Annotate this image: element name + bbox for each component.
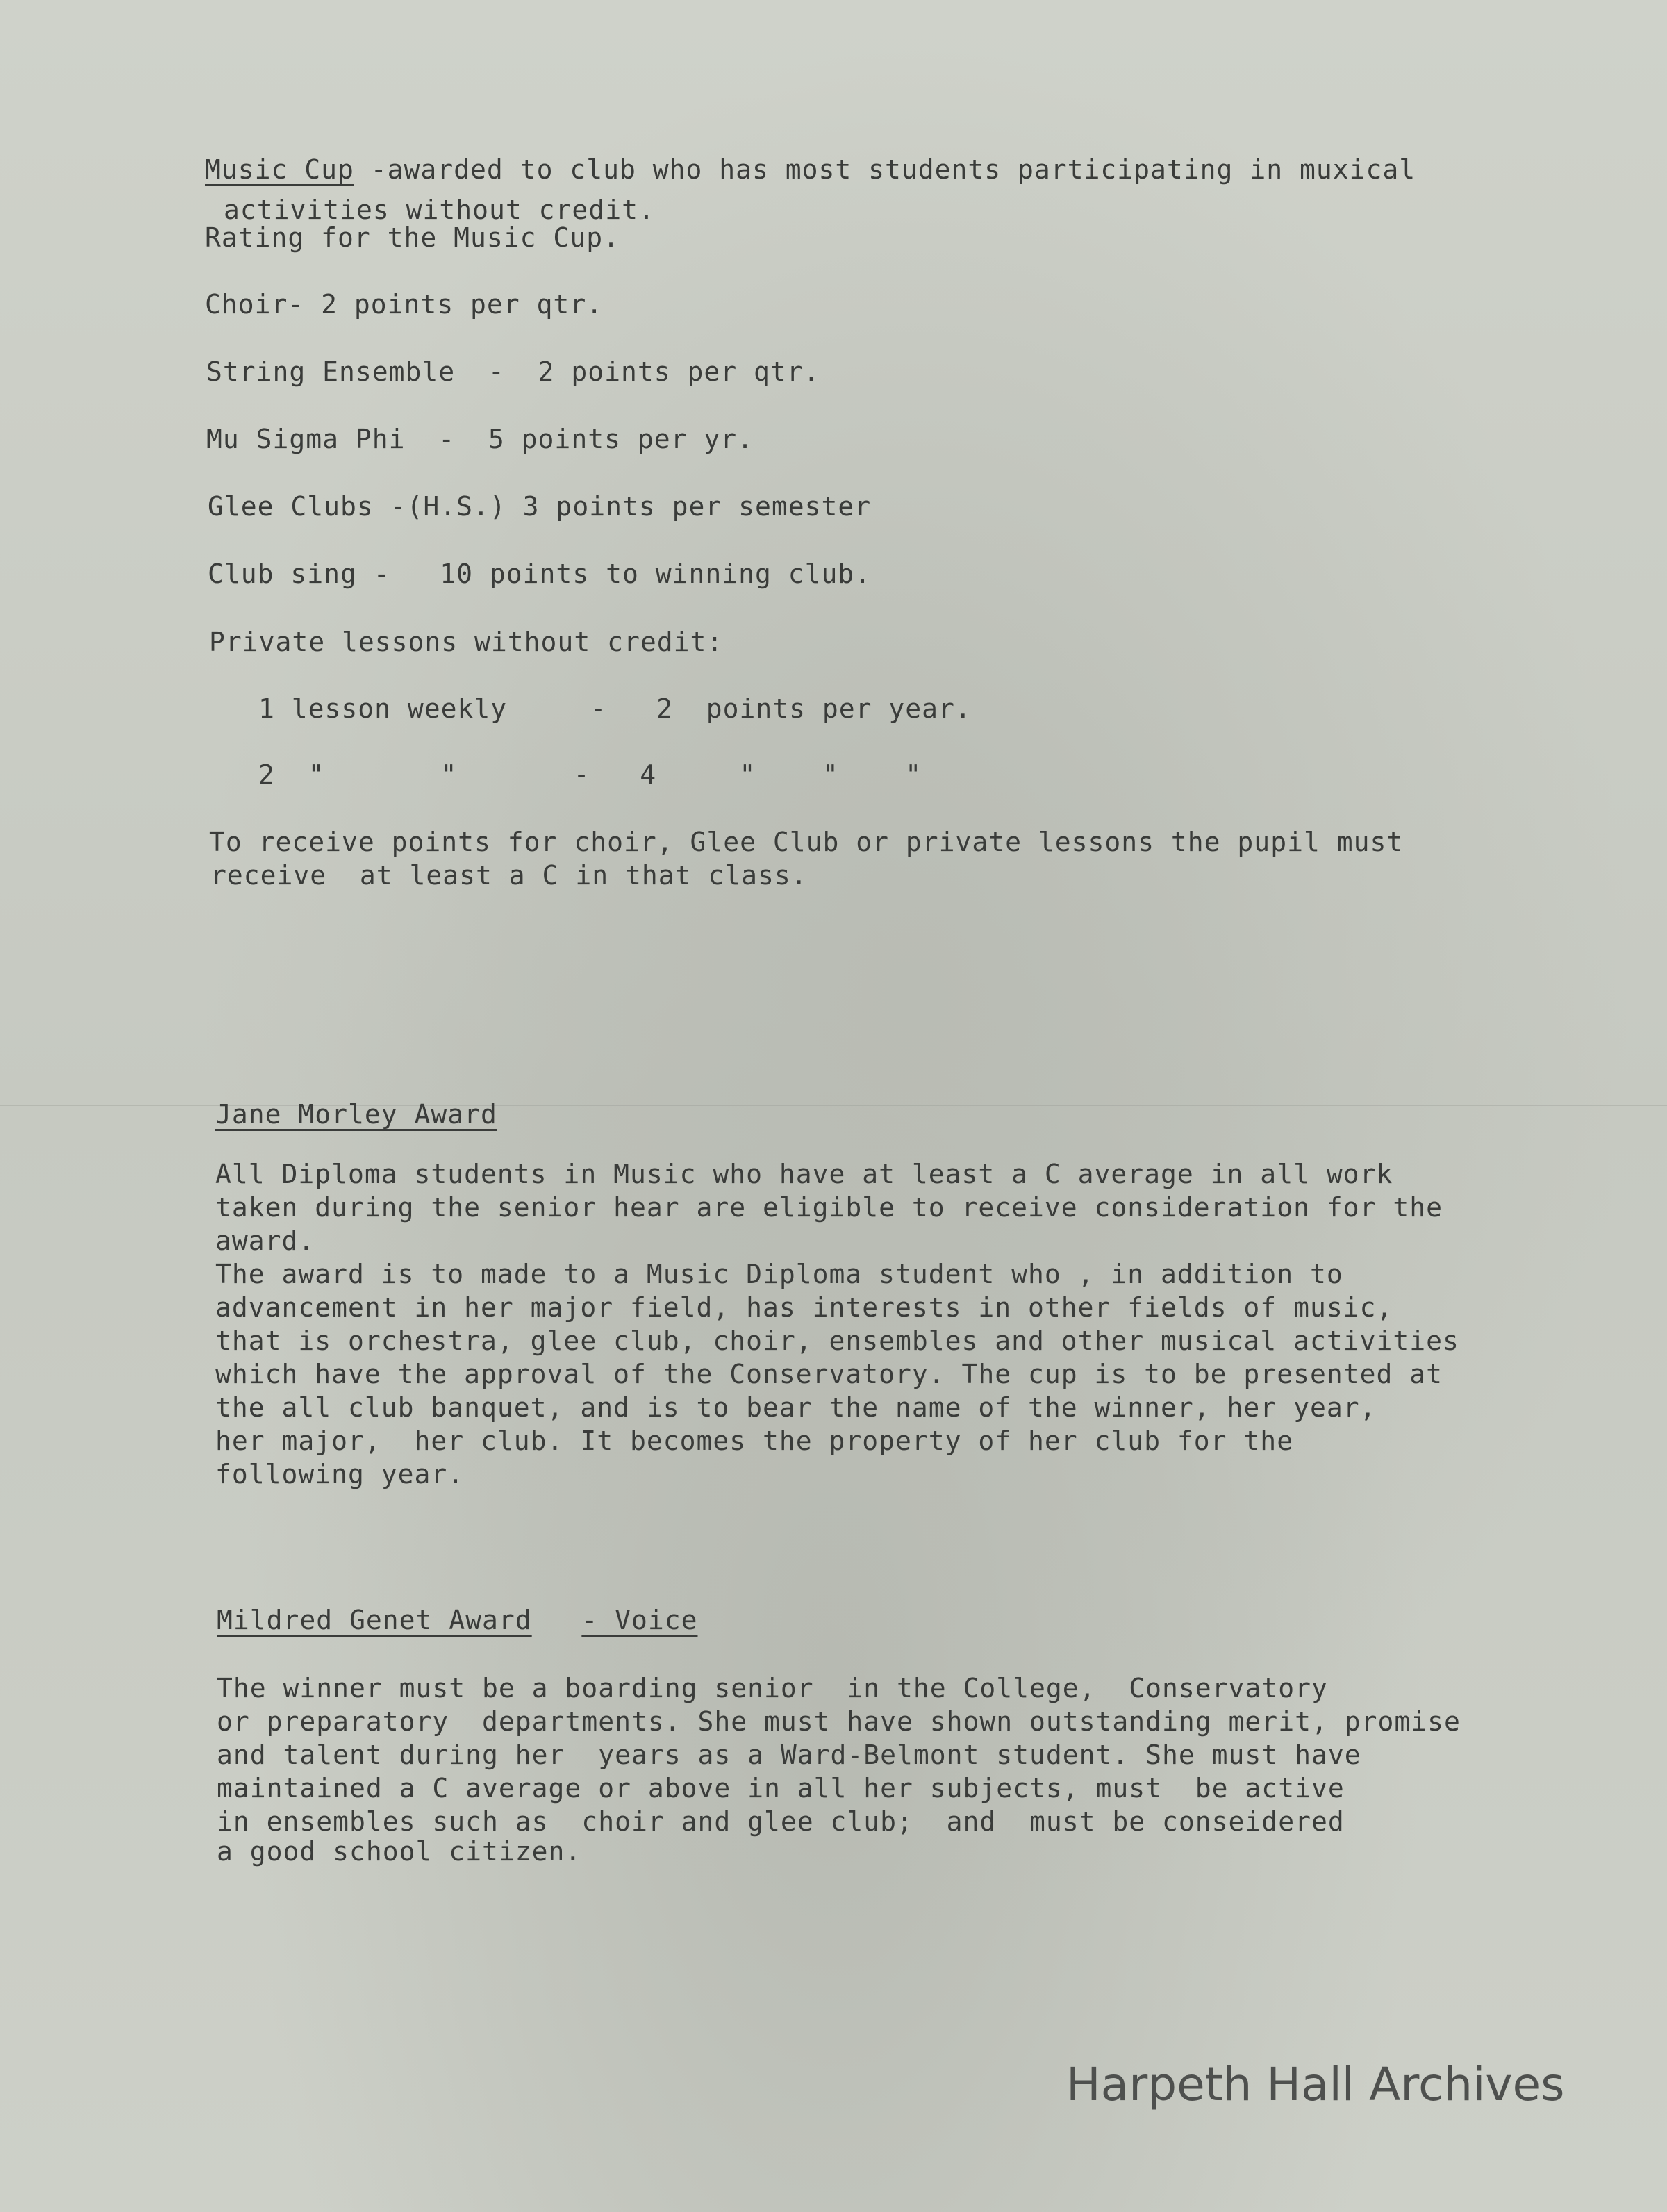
archive-watermark: Harpeth Hall Archives — [1066, 2058, 1565, 2111]
mildred-genet-title: Mildred Genet Award — [217, 1605, 532, 1635]
music-cup-title: Music Cup — [205, 154, 354, 185]
music-cup-item: Choir- 2 points per qtr. — [205, 289, 604, 320]
music-cup-header-line — [205, 154, 1416, 185]
jane-morley-line: taken during the senior hear are eligible to receive consideration for the — [215, 1192, 1443, 1223]
music-cup-item: Mu Sigma Phi - 5 points per yr. — [206, 424, 754, 454]
jane-morley-title: Jane Morley Award — [215, 1099, 497, 1130]
music-cup-item: String Ensemble - 2 points per qtr. — [206, 356, 820, 387]
jane-morley-line: advancement in her major field, has interests in other fields of music, — [215, 1292, 1393, 1323]
mildred-genet-line: and talent during her years as a Ward-Belmont student. She must have — [217, 1740, 1361, 1770]
jane-morley-line: The award is to made to a Music Diploma student who , in addition to — [215, 1259, 1343, 1289]
jane-morley-line: award. — [215, 1225, 315, 1256]
music-cup-item: Glee Clubs -(H.S.) 3 points per semester — [208, 491, 872, 522]
mildred-genet-line: in ensembles such as choir and glee club; and must be conseidered — [217, 1806, 1345, 1837]
music-cup-line1: -awarded to club who has most students participating in muxical — [354, 154, 1416, 185]
mildred-genet-line: or preparatory departments. She must have shown outstanding merit, promise — [217, 1706, 1461, 1737]
music-cup-item: Private lessons without credit: — [209, 627, 724, 657]
jane-morley-line: following year. — [215, 1459, 465, 1489]
mildred-genet-line: The winner must be a boarding senior in the College, Conservatory — [217, 1673, 1328, 1703]
jane-morley-line: that is orchestra, glee club, choir, ensembles and other musical activities — [215, 1326, 1459, 1356]
lesson-row: 1 lesson weekly - 2 points per year. — [258, 693, 972, 724]
mildred-genet-line: maintained a C average or above in all her subjects, must be active — [217, 1773, 1345, 1804]
music-cup-note: To receive points for choir, Glee Club or private lessons the pupil must — [209, 827, 1404, 857]
music-cup-rating-heading: Rating for the Music Cup. — [205, 222, 620, 253]
jane-morley-line: which have the approval of the Conservatory. The cup is to be presented at — [215, 1359, 1443, 1389]
music-cup-line2: activities without credit. — [224, 195, 655, 225]
music-cup-item: Club sing - 10 points to winning club. — [208, 559, 872, 589]
jane-morley-line: All Diploma students in Music who have at least a C average in all work — [215, 1159, 1393, 1189]
lesson-row: 2 " " - 4 " " " — [258, 759, 922, 790]
jane-morley-line: the all club banquet, and is to bear the name of the winner, her year, — [215, 1392, 1377, 1423]
mildred-genet-header — [217, 1605, 697, 1635]
mildred-genet-subtitle: - Voice — [581, 1605, 698, 1635]
music-cup-note: receive at least a C in that class. — [210, 860, 808, 891]
mildred-genet-line: a good school citizen. — [217, 1836, 582, 1867]
jane-morley-line: her major, her club. It becomes the property of her club for the — [215, 1426, 1294, 1456]
